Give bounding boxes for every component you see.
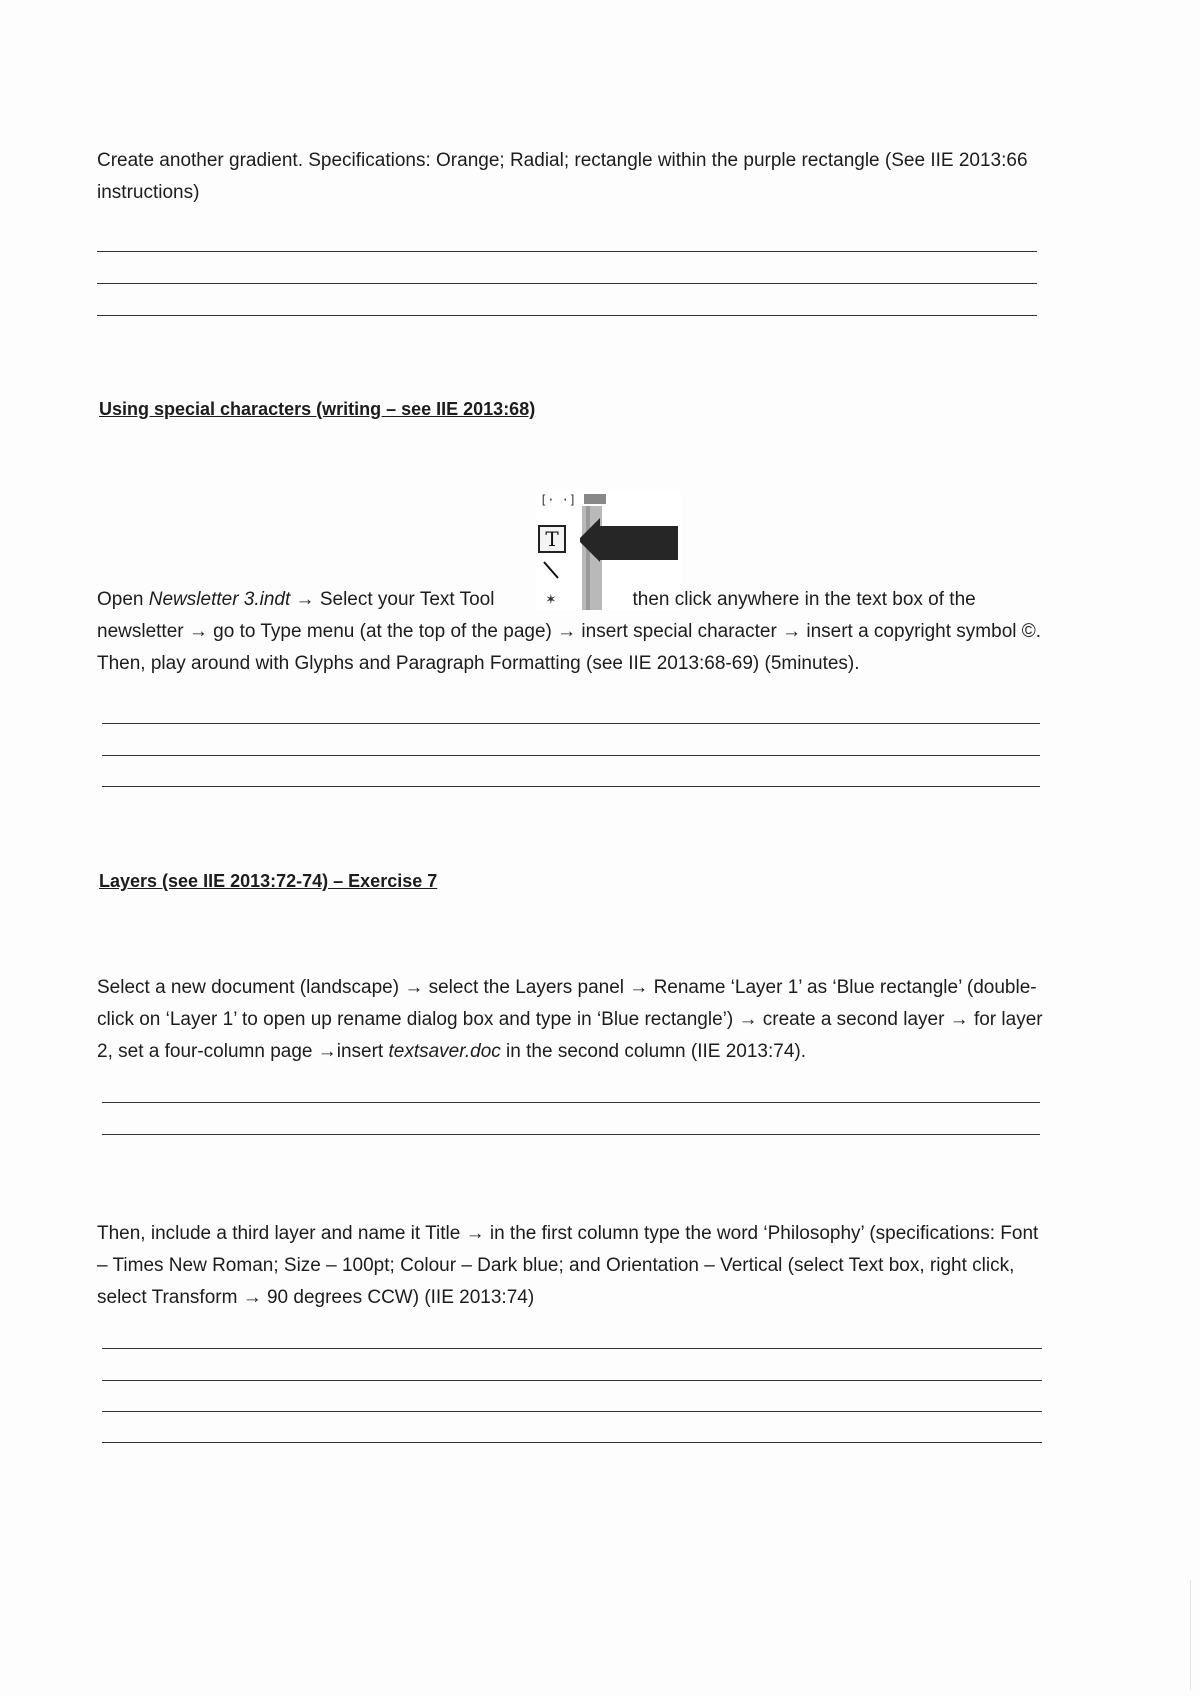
answer-line (97, 315, 1037, 316)
answer-line (102, 723, 1040, 724)
newsletter-filename: Newsletter 3.indt (148, 589, 291, 610)
svg-text:[· ·]: [· ·] (540, 493, 577, 507)
answer-line (102, 1411, 1042, 1412)
select-text-tool-text: → Select your Text Tool (290, 589, 495, 610)
svg-text:✶: ✶ (545, 592, 557, 608)
title-layer-instructions: Then, include a third layer and name it Title → in the first column type the word ‘Philosophy’ (specifications: Font – Times New Roman; Size – 100pt; Colour – Dark blue; and Orientation – Vertical (select Text box, right click, select Transform → 90 degrees CCW) (IIE 2013:74) (97, 1223, 1039, 1308)
layers-instructions (97, 972, 1047, 1068)
textsaver-filename: textsaver.doc (388, 1041, 501, 1062)
answer-line (97, 251, 1037, 252)
answer-line (102, 1442, 1042, 1443)
svg-text:T: T (545, 527, 559, 551)
answer-line (102, 755, 1040, 756)
answer-line (97, 283, 1037, 284)
scan-edge-mark (1190, 1580, 1191, 1690)
answer-line (102, 1348, 1042, 1349)
layers-steps: Select a new document (landscape) → select the Layers panel → Rename ‘Layer 1’ as ‘Blue rectangle’ (double-click on ‘Layer 1’ to open up rename dialog box and type in ‘Blue rectangle’) → create a second layer → for layer 2, set a four-column page →insert (97, 977, 1043, 1062)
open-label: Open (97, 589, 149, 610)
answer-line (102, 1380, 1042, 1381)
answer-line (102, 786, 1040, 787)
special-characters-instructions (97, 584, 1057, 680)
special-characters-heading: Using special characters (writing – see IIE 2013:68) (99, 399, 536, 419)
layers-heading: Layers (see IIE 2013:72-74) – Exercise 7 (99, 871, 438, 891)
special-characters-steps: then click anywhere in the text box of the newsletter → go to Type menu (at the top of the page) → insert special character → insert a copyright symbol ©. Then, play around with Glyphs and Paragraph Formatting (see IIE 2013:68-69) (5minutes). (97, 589, 1042, 674)
gradient-instructions: Create another gradient. Specifications: Orange; Radial; rectangle within the purple rectangle (See IIE 2013:66 instructions) (97, 150, 1028, 203)
answer-line (102, 1102, 1040, 1103)
answer-line (102, 1134, 1040, 1135)
layers-steps-end: in the second column (IIE 2013:74). (500, 1041, 807, 1062)
